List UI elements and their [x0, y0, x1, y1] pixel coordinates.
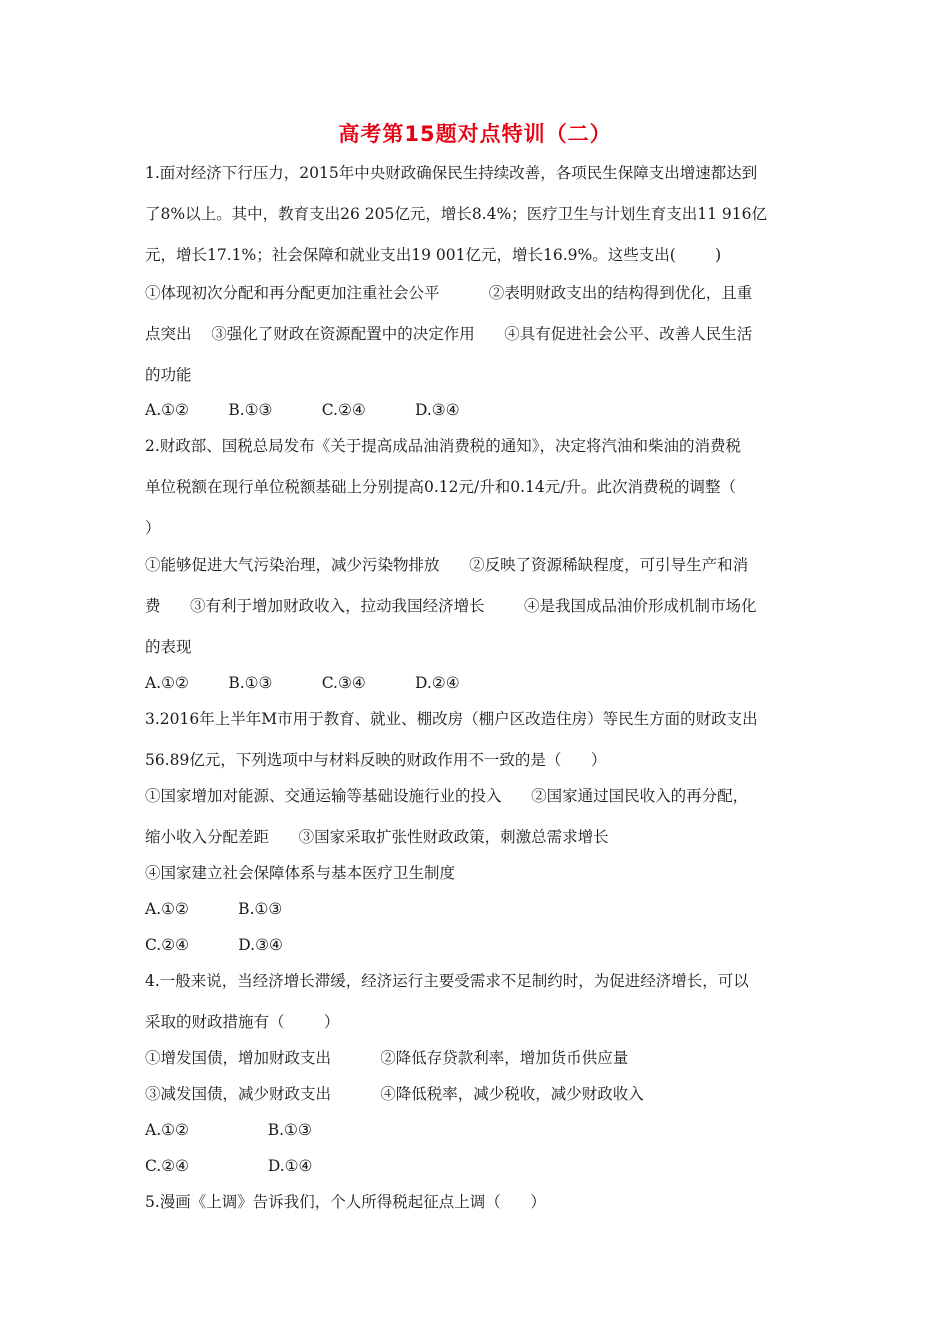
answer-options: A.①② B.①③ C.②④ D.③④: [145, 401, 460, 419]
question-text-line: 点突出 ③强化了财政在资源配置中的决定作用 ④具有促进社会公平、改善人民生活: [145, 325, 753, 343]
question-text-line: 的表现: [145, 638, 192, 656]
question-text-line: 3.2016年上半年M市用于教育、就业、棚改房（棚户区改造住房）等民生方面的财政支出: [145, 710, 758, 728]
question-text-line: ①体现初次分配和再分配更加注重社会公平 ②表明财政支出的结构得到优化，且重: [145, 284, 753, 302]
question-text-line: ①国家增加对能源、交通运输等基础设施行业的投入 ②国家通过国民收入的再分配，: [145, 787, 749, 805]
answer-options: A.①② B.①③: [145, 1121, 312, 1139]
question-text-line: 单位税额在现行单位税额基础上分别提高0.12元/升和0.14元/升。此次消费税的调整（: [145, 478, 736, 496]
question-text-line: 费 ③有利于增加财政收入，拉动我国经济增长 ④是我国成品油价形成机制市场化: [145, 597, 757, 615]
page-title: 高考第15题对点特训（二）: [338, 122, 612, 146]
question-text-line: ）: [145, 519, 161, 537]
question-text-line: 56.89亿元，下列选项中与材料反映的财政作用不一致的是（ ）: [145, 751, 607, 769]
question-text-line: ①增发国债，增加财政支出 ②降低存贷款利率，增加货币供应量: [145, 1049, 629, 1067]
question-text-line: 1.面对经济下行压力，2015年中央财政确保民生持续改善，各项民生保障支出增速都达到: [145, 164, 758, 182]
answer-options: C.②④ D.③④: [145, 936, 283, 954]
question-text-line: 了8%以上。其中，教育支出26 205亿元，增长8.4%；医疗卫生与计划生育支出11 916亿: [145, 205, 767, 223]
answer-options: C.②④ D.①④: [145, 1157, 313, 1175]
question-text-line: ③减发国债，减少财政支出 ④降低税率，减少税收，减少财政收入: [145, 1085, 644, 1103]
question-text-line: 2.财政部、国税总局发布《关于提高成品油消费税的通知》，决定将汽油和柴油的消费税: [145, 437, 742, 455]
question-text-line: ④国家建立社会保障体系与基本医疗卫生制度: [145, 864, 456, 882]
question-text-line: 缩小收入分配差距 ③国家采取扩张性财政政策，刺激总需求增长: [145, 828, 609, 846]
question-text-line: 5.漫画《上调》告诉我们，个人所得税起征点上调（ ）: [145, 1193, 546, 1211]
question-text-line: 采取的财政措施有（ ）: [145, 1013, 340, 1031]
question-text-line: 4.一般来说，当经济增长滞缓，经济运行主要受需求不足制约时，为促进经济增长，可以: [145, 972, 749, 990]
answer-options: A.①② B.①③: [145, 900, 283, 918]
question-text-line: 元，增长17.1%；社会保障和就业支出19 001亿元，增长16.9%。这些支出( ): [145, 246, 722, 264]
question-text-line: 的功能: [145, 366, 192, 384]
answer-options: A.①② B.①③ C.③④ D.②④: [145, 674, 460, 692]
question-text-line: ①能够促进大气污染治理，减少污染物排放 ②反映了资源稀缺程度，可引导生产和消: [145, 556, 749, 574]
